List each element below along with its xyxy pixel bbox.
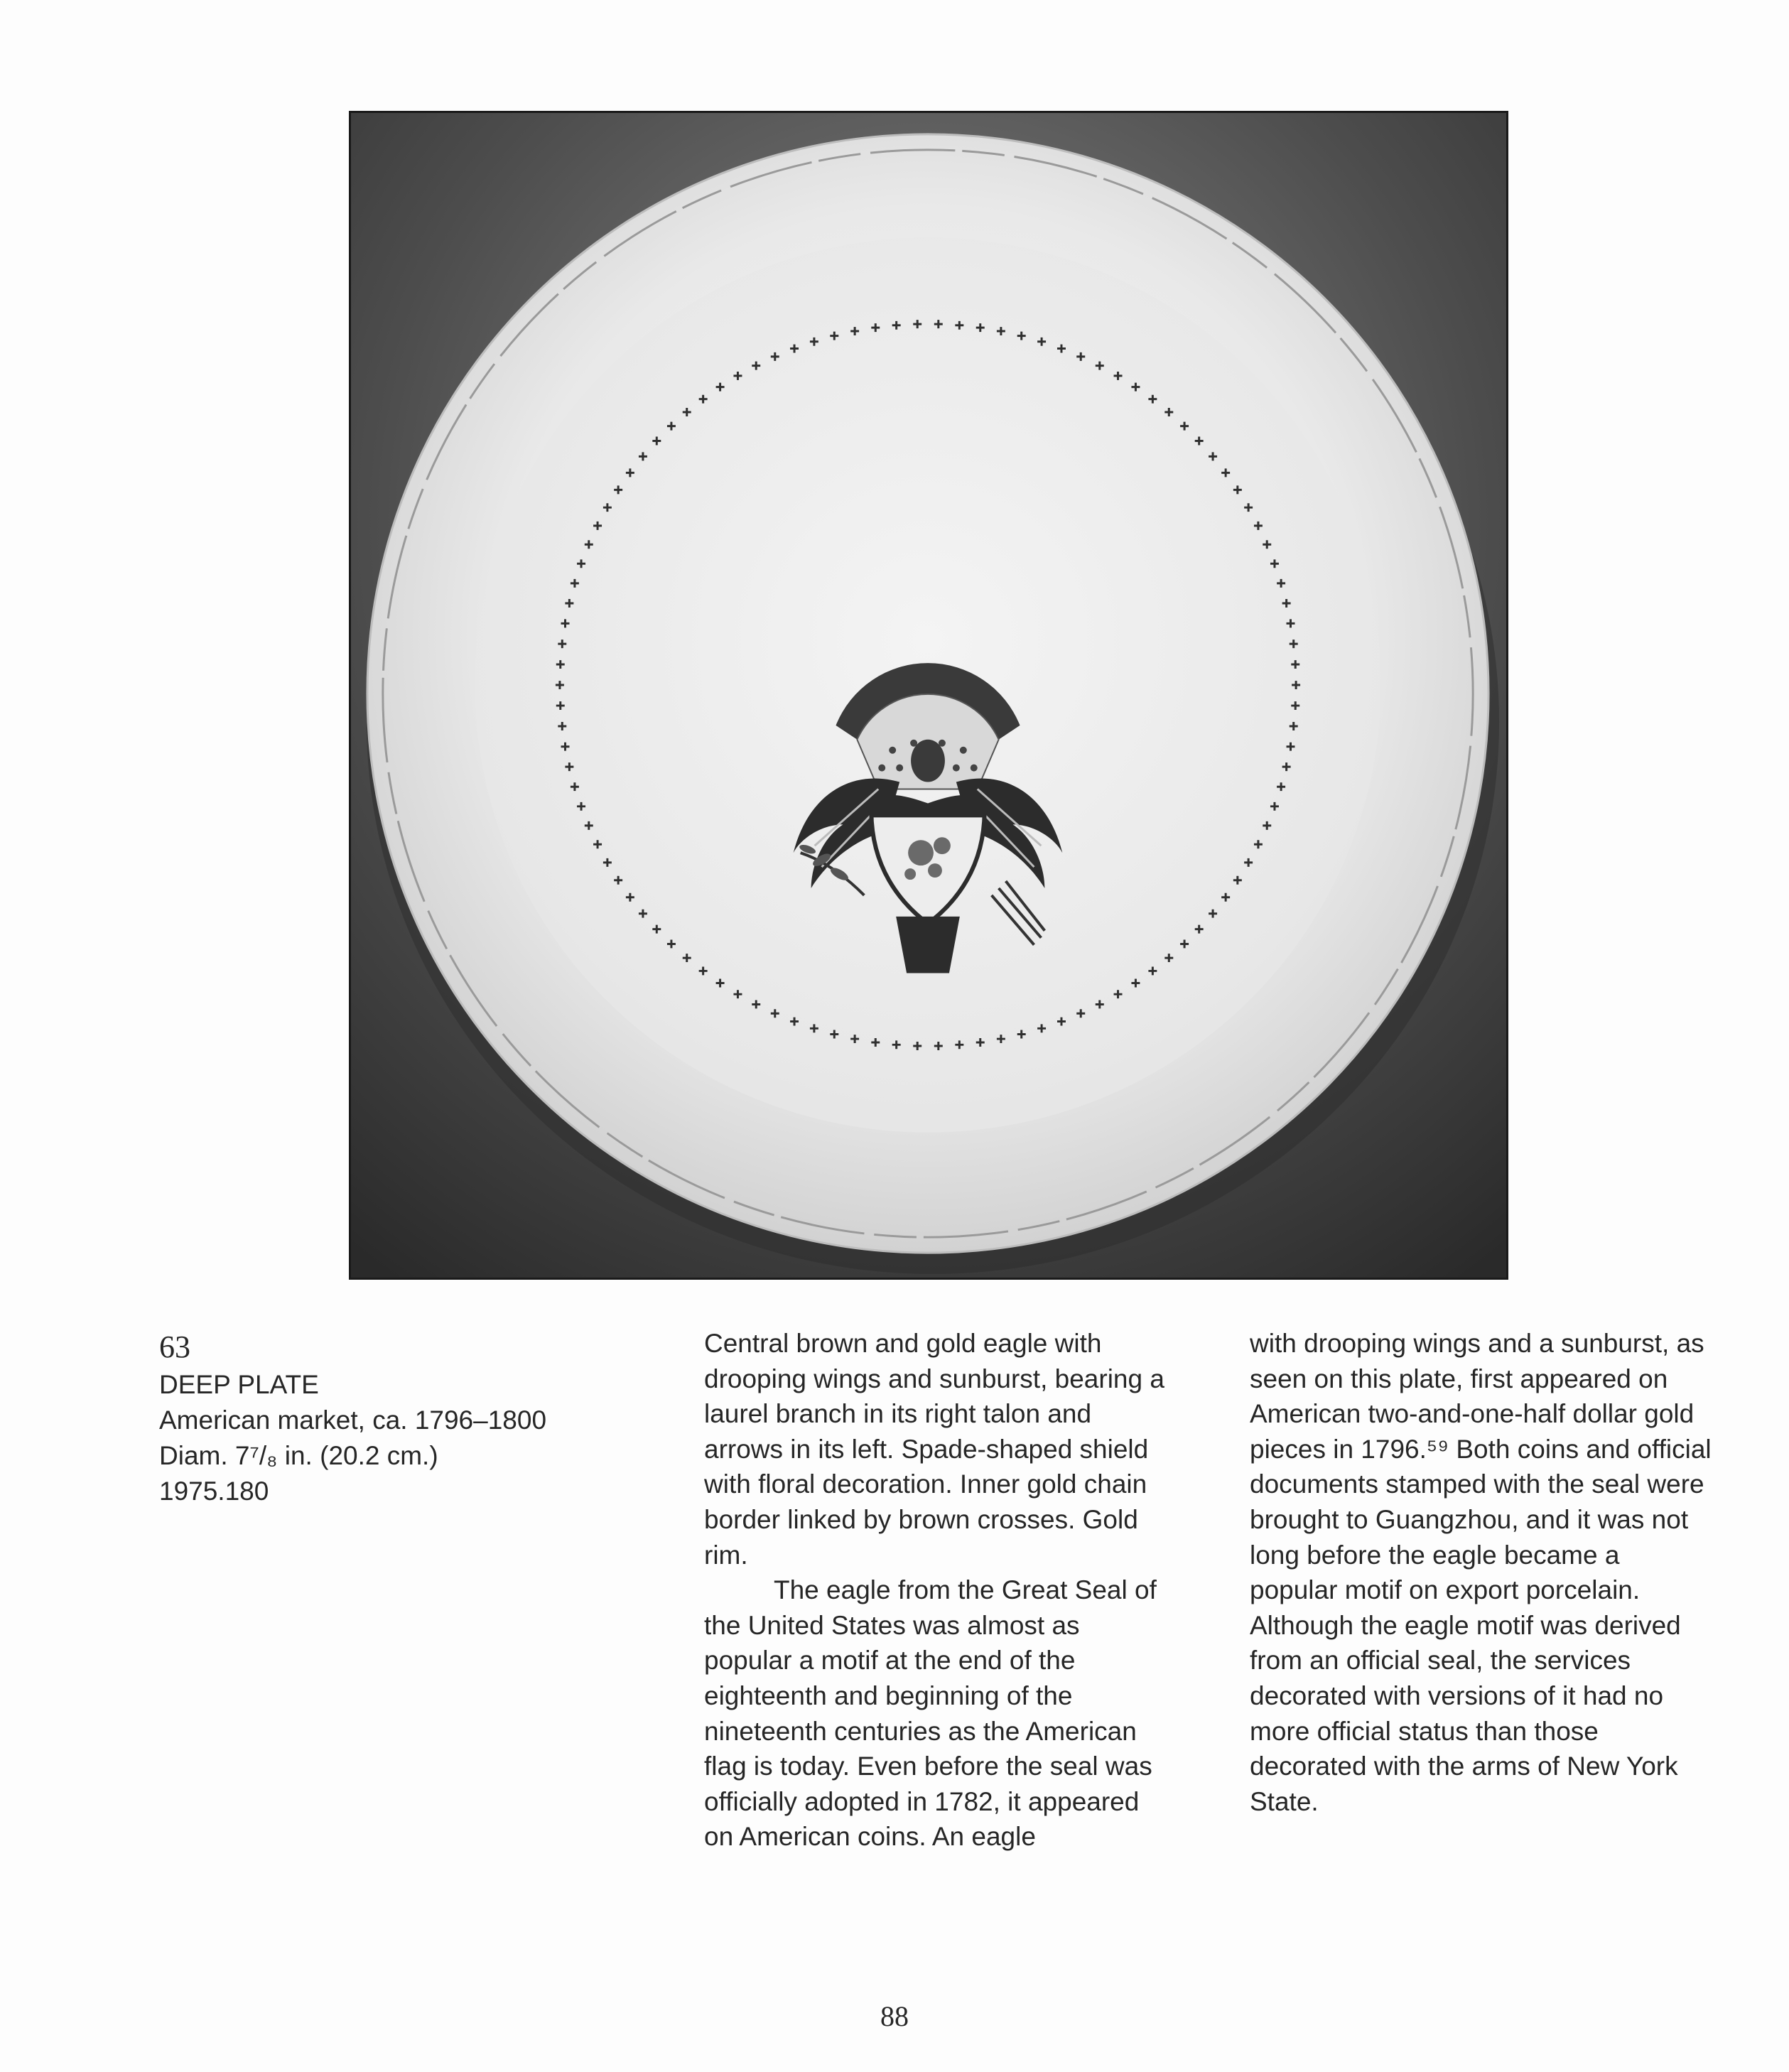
object-title: DEEP PLATE: [159, 1370, 319, 1399]
plate-image: [351, 113, 1506, 1278]
plate-photograph: [349, 111, 1508, 1280]
essay-paragraph-1: The eagle from the Great Seal of the United States was almost as popular a motif at the end of the eighteenth and beginning of the nineteenth centuries as the American flag is today. Even before the seal was officially adopted in 1782, it appeared on American coins. An eagle: [704, 1575, 1157, 1852]
page-number: 88: [880, 2000, 909, 2032]
catalog-caption: [159, 1327, 614, 1509]
object-description: Central brown and gold eagle with drooping wings and sunburst, bearing a laurel branch in its right talon and arrows in its left. Spade-shaped shield with floral decoration. Inner gold chain border linked by brown crosses. Gold rim.: [704, 1329, 1164, 1570]
accession-number: 1975.180: [159, 1477, 269, 1506]
essay-paragraph-2: with drooping wings and a sunburst, as seen on this plate, first appeared on American two-and-one-half dollar gold pieces in 1796.⁵⁹ Both coins and official documents stamped with the seal were brought to Guangzhou, and it was not long before the eagle became a popular motif on export porcelain. Although the eagle motif was derived from an official seal, the services decorated with versions of it had no more official status than those decorated with the arms of New York State.: [1250, 1329, 1712, 1816]
text-column-right: [1250, 1326, 1712, 1819]
catalog-number: 63: [159, 1329, 190, 1364]
text-column-left: [704, 1326, 1166, 1855]
object-dimensions: Diam. 7⁷/₈ in. (20.2 cm.): [159, 1441, 438, 1470]
object-market: American market, ca. 1796–1800: [159, 1405, 547, 1435]
